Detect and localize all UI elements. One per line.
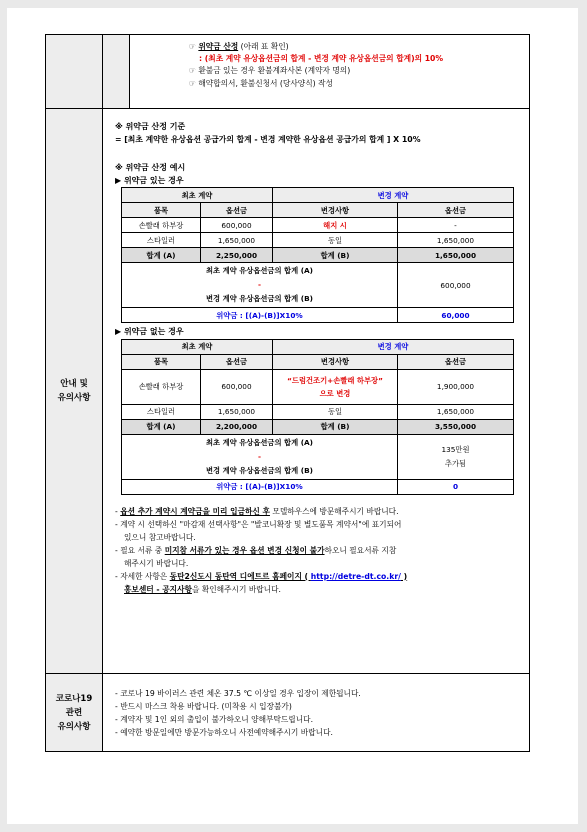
calc-diff-line1: 135만원 xyxy=(441,444,470,454)
calc-diff-line2: 추가됨 xyxy=(444,458,467,468)
note-deposit: - 옵션 추가 계약시 계약금을 미리 입금하신 후 모델하우스에 방문해주시기 바랍니다. xyxy=(115,506,399,516)
table-row xyxy=(122,233,514,248)
cell-fee: 600,000 xyxy=(201,369,273,404)
change-line2: 으로 변경 xyxy=(319,388,351,398)
sum-a-label: 합계 (A) xyxy=(122,248,201,263)
cell-change: 해지 시 xyxy=(273,218,398,233)
case2-col-item: 품목 xyxy=(122,354,201,369)
calc-dash: - xyxy=(257,451,262,461)
note-homepage-cont: 홍보센터 - 공지사항을 확인해주시기 바랍니다. xyxy=(124,584,281,594)
penalty-row xyxy=(122,479,514,494)
sum-a-value: 2,200,000 xyxy=(201,419,273,434)
calc-line-b: 변경 계약 유상옵션금의 합계 (B) xyxy=(206,294,313,303)
case1-orig-header: 최초 계약 xyxy=(122,188,273,203)
calc-dash: - xyxy=(257,280,262,289)
refund-account-line: ☞ 환불금 있는 경우 환불계좌사본 (계약자 명의) xyxy=(189,66,351,76)
sum-a-value: 2,250,000 xyxy=(201,248,273,263)
table-row xyxy=(122,218,514,233)
covid-label-line1: 코로나19 xyxy=(55,693,93,704)
cell-item: 손빨래 하부장 xyxy=(122,218,201,233)
guide-label-line1: 안내 및 xyxy=(60,379,88,389)
case1-changed-header: 변경 계약 xyxy=(273,188,514,203)
cell-change xyxy=(273,369,398,404)
cell-fee2: 1,650,000 xyxy=(398,233,514,248)
homepage-link[interactable]: http://detre-dt.co.kr/ xyxy=(310,571,401,581)
calc-line-a: 최초 계약 유상옵션금의 합계 (A) xyxy=(205,266,314,275)
covid-row xyxy=(46,674,530,752)
cell-fee2: 1,650,000 xyxy=(398,404,514,419)
sum-a-label: 합계 (A) xyxy=(122,419,201,434)
cell-fee2: 1,900,000 xyxy=(398,369,514,404)
covid-label-line2: 관련 xyxy=(65,707,83,718)
penalty-formula-line: : (최초 계약 유상옵션금의 합계 - 변경 계약 유상옵션금의 합계)의 10% xyxy=(199,54,444,64)
sum-b-value: 1,650,000 xyxy=(398,248,514,263)
cell-fee2: - xyxy=(398,218,514,233)
case2-changed-header: 변경 계약 xyxy=(273,339,514,354)
cell-fee: 1,650,000 xyxy=(201,233,273,248)
list-item: - 코로나 19 바이러스 관련 체온 37.5 ℃ 이상일 경우 입장이 제한됩니다. xyxy=(115,688,361,698)
table-row xyxy=(122,404,514,419)
notice-table xyxy=(45,34,530,752)
cell-change: 동일 xyxy=(273,404,398,419)
note-selection-cont: 있으니 참고바랍니다. xyxy=(124,532,196,542)
sum-row xyxy=(122,248,514,263)
case2-col-fee2: 옵션금 xyxy=(398,354,514,369)
case1-col-fee: 옵션금 xyxy=(201,203,273,218)
guide-row xyxy=(46,109,530,674)
case1-col-item: 품목 xyxy=(122,203,201,218)
covid-label-cell xyxy=(46,674,103,752)
covid-label-line3: 유의사항 xyxy=(57,721,91,732)
guide-label-line2: 유의사항 xyxy=(57,393,91,403)
document-page xyxy=(7,8,578,824)
penalty-label: 위약금 : [(A)-(B)]X10% xyxy=(122,479,398,494)
calc-diff: 600,000 xyxy=(398,263,514,308)
calc-row xyxy=(122,434,514,479)
note-documents: - 필요 서류 중 미지참 서류가 있는 경우 옵션 변경 신청이 불가하오니 필요서류 지참 xyxy=(115,545,397,555)
top-label-cell xyxy=(46,35,103,109)
penalty-value: 60,000 xyxy=(398,308,514,323)
table-row xyxy=(122,369,514,404)
case2-col-fee: 옵션금 xyxy=(201,354,273,369)
calc-line-a: 최초 계약 유상옵션금의 합계 (A) xyxy=(205,437,314,447)
note-homepage: - 자세한 사항은 동탄2신도시 동탄역 디에트르 홈페이지 ( http://detre-dt.co.kr/ ) xyxy=(115,571,408,581)
calc-description xyxy=(122,434,398,479)
case2-table xyxy=(121,339,514,495)
sum-b-label: 합계 (B) xyxy=(273,248,398,263)
cell-item: 스타일러 xyxy=(122,404,201,419)
case2-orig-header: 최초 계약 xyxy=(122,339,273,354)
list-item: - 예약한 방문일에만 방문가능하오니 사전예약해주시기 바랍니다. xyxy=(115,727,333,737)
penalty-calc-note: (아래 표 확인) xyxy=(238,42,289,51)
cell-fee: 600,000 xyxy=(201,218,273,233)
covid-list xyxy=(103,687,529,739)
standard-title: ※ 위약금 산정 기준 xyxy=(115,122,186,131)
sum-b-label: 합계 (B) xyxy=(273,419,398,434)
sum-row xyxy=(122,419,514,434)
case1-col-fee2: 옵션금 xyxy=(398,203,514,218)
case2-title: ▶ 위약금 없는 경우 xyxy=(115,327,184,336)
list-item: - 반드시 마스크 착용 바랍니다. (미착용 시 입장불가) xyxy=(115,701,292,711)
list-item: - 계약자 및 1인 외의 출입이 불가하오니 양해부탁드립니다. xyxy=(115,714,314,724)
calc-description xyxy=(122,263,398,308)
top-sub-cell xyxy=(103,35,130,109)
pointer-icon: ☞ xyxy=(189,42,196,51)
calc-line-b: 변경 계약 유상옵션금의 합계 (B) xyxy=(206,465,313,475)
note-documents-cont: 해주시기 바랍니다. xyxy=(124,558,189,568)
cell-change: 동일 xyxy=(273,233,398,248)
sum-b-value: 3,550,000 xyxy=(398,419,514,434)
penalty-calc-title: 위약금 산정 xyxy=(198,42,239,51)
covid-content-cell xyxy=(103,674,530,752)
case1-col-change: 변경사항 xyxy=(273,203,398,218)
change-line1: “드럼건조기+손빨래 하부장” xyxy=(287,375,383,385)
notes-list xyxy=(103,495,529,596)
standard-formula: = [최초 계약한 유상옵션 공급가의 합계 - 변경 계약한 유상옵션 공급가의 합계 ] X 10% xyxy=(115,134,421,144)
penalty-row xyxy=(122,308,514,323)
penalty-calc-line xyxy=(130,35,529,53)
top-row xyxy=(46,35,530,109)
guide-label-cell xyxy=(46,109,103,674)
example-title: ※ 위약금 산정 예시 xyxy=(115,163,186,172)
guide-content-cell xyxy=(103,109,530,674)
cell-fee: 1,650,000 xyxy=(201,404,273,419)
cancel-form-line: ☞ 해약합의서, 환불신청서 (당사양식) 작성 xyxy=(189,78,333,88)
top-content-cell xyxy=(130,35,530,109)
penalty-value: 0 xyxy=(398,479,514,494)
cell-item: 스타일러 xyxy=(122,233,201,248)
case1-table xyxy=(121,187,514,323)
cell-item: 손빨래 하부장 xyxy=(122,369,201,404)
penalty-label: 위약금 : [(A)-(B)]X10% xyxy=(122,308,398,323)
calc-row xyxy=(122,263,514,308)
case2-col-change: 변경사항 xyxy=(273,354,398,369)
calc-diff xyxy=(398,434,514,479)
note-selection: - 계약 시 선택하신 "마감재 선택사항"은 "발코니확장 및 별도품목 계약서"에 표기되어 xyxy=(115,519,402,529)
case1-title: ▶ 위약금 있는 경우 xyxy=(115,175,184,185)
